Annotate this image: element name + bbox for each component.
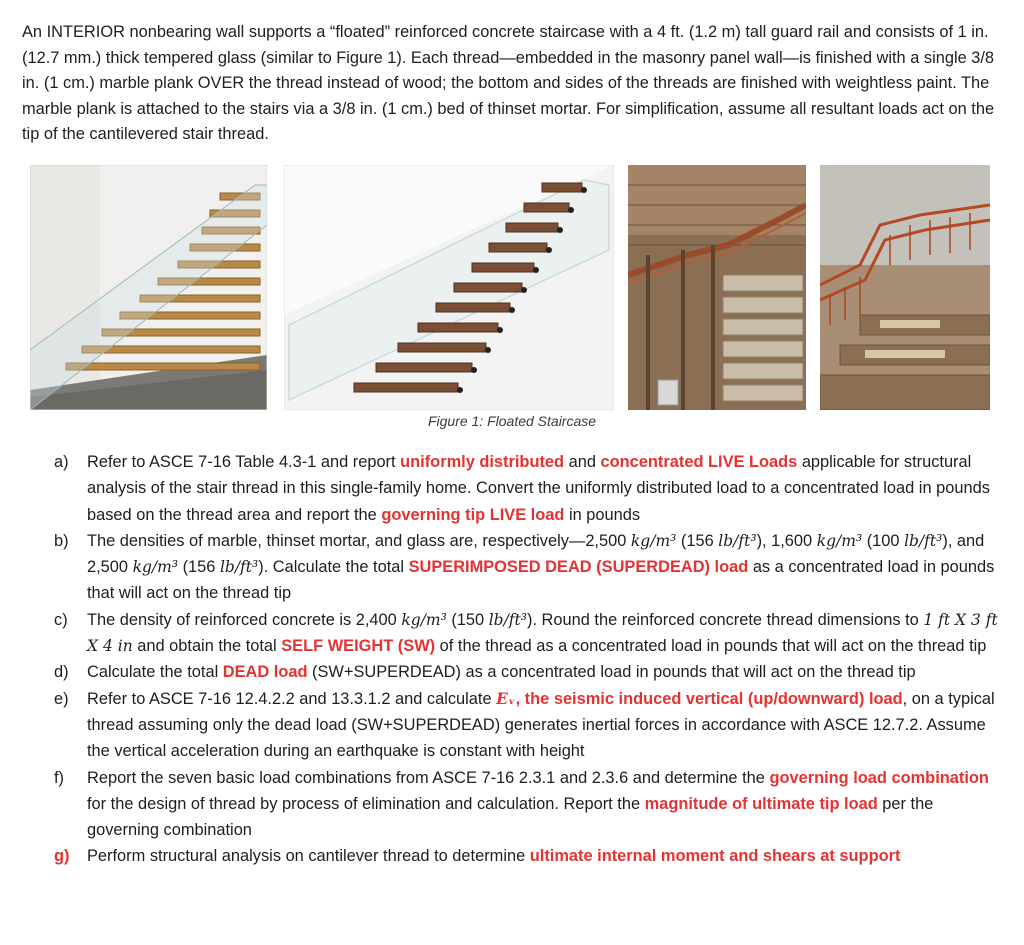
math-expression: kg/m³ — [401, 610, 447, 629]
intro-paragraph: An INTERIOR nonbearing wall supports a “floated” reinforced concrete staircase with a 4 ft. (1.2 m) tall guard rail and consists of 1 in. (12.7 mm.) thick tempered glass (similar to Figure 1). Each thread—embedded in the masonry panel wall—is finished with a single 3/8 in. (1 cm.) marble plank OVER the thread instead of wood; the bottom and sides of the threads are finished with weightless paint. The marble plank is attached to the stairs via a 3/8 in. (1 cm.) bed of thinset mortar. For simplification, assume all resultant loads act on the tip of the cantilevered stair thread. — [22, 23, 995, 144]
figure-caption: Figure 1: Floated Staircase — [427, 413, 597, 429]
question-list — [54, 449, 1004, 870]
question-item — [54, 843, 1004, 869]
question-letter: a) — [54, 453, 69, 471]
math-expression: kg/m³ — [132, 558, 179, 577]
math-expression: 1 ft X 3 ft X 4 in — [87, 610, 998, 656]
question-text: applicable for structural analysis of the stair thread in this single-family home. Convert the uniformly distributed load to a concentrated load in pounds based on the thread area and report the — [87, 453, 990, 524]
photo-floating-dark-stairs — [284, 165, 614, 410]
math-expression: lb/ft³ — [904, 531, 943, 550]
question-letter: g) — [54, 847, 70, 866]
highlighted-term: SUPERIMPOSED DEAD (SUPERDEAD) load — [408, 558, 749, 577]
question-text: Refer to ASCE 7-16 12.4.2.2 and 13.3.1.2 and calculate — [87, 689, 497, 708]
question-text: (156 — [178, 558, 220, 577]
math-expression: kg/m³ — [630, 531, 677, 550]
question-text: per the governing combination — [87, 794, 934, 840]
highlighted-term: governing load combination — [769, 768, 989, 787]
question-text: Calculate the total — [87, 663, 223, 682]
question-item — [54, 659, 1004, 685]
question-item — [54, 449, 1004, 528]
highlighted-term: SELF WEIGHT (SW) — [281, 637, 436, 656]
question-text: ), 1,600 — [756, 531, 817, 550]
question-text: The density of reinforced concrete is 2,400 — [87, 610, 402, 629]
question-text: for the design of thread by process of elimination and calculation. Report the — [87, 794, 645, 813]
question-text: ). Round the reinforced concrete thread dimensions to — [526, 610, 924, 629]
question-letter: c) — [54, 610, 68, 629]
question-text: Refer to ASCE 7-16 Table 4.3-1 and report — [87, 453, 401, 471]
highlighted-term: uniformly distributed — [400, 453, 565, 471]
question-item — [54, 607, 1004, 660]
highlighted-term: Eᵥ — [496, 688, 516, 708]
question-letter: d) — [54, 663, 69, 682]
question-letter: b) — [54, 531, 69, 550]
photo-floating-wood-stairs — [30, 165, 267, 410]
question-text: as a concentrated load in pounds that will act on the thread tip — [87, 558, 995, 603]
question-text: ), and 2,500 — [87, 531, 985, 577]
photo-stair-formwork — [628, 165, 806, 410]
question-item — [54, 528, 1004, 607]
highlighted-term: , the seismic induced vertical (up/downward) load — [515, 689, 903, 708]
math-expression: kg/m³ — [816, 531, 863, 550]
math-expression: lb/ft³ — [219, 558, 259, 577]
question-text: and — [564, 453, 601, 471]
highlighted-term: ultimate internal moment and shears at support — [529, 847, 901, 866]
highlighted-term: governing tip LIVE load — [381, 505, 565, 524]
question-item — [54, 686, 1004, 765]
highlighted-term: magnitude of ultimate tip load — [644, 794, 878, 813]
photo-rebar-cage — [820, 165, 990, 410]
question-text: , on a typical thread assuming only the dead load (SW+SUPERDEAD) generates inertial forces in accordance with ASCE 12.7.2. Assume the vertical acceleration during an earthquake is constant with height — [87, 689, 995, 761]
math-expression: lb/ft³ — [488, 610, 527, 629]
question-letter: e) — [54, 689, 69, 708]
highlighted-term: DEAD load — [222, 663, 308, 682]
question-text: The densities of marble, thinset mortar, and glass are, respectively—2,500 — [87, 531, 631, 550]
question-text: in pounds — [564, 505, 641, 524]
question-text: (150 — [446, 610, 489, 629]
question-text: (100 — [862, 531, 905, 550]
question-text: (156 — [676, 531, 719, 550]
math-expression: lb/ft³ — [718, 531, 757, 550]
question-text: (SW+SUPERDEAD) as a concentrated load in pounds that will act on the thread tip — [307, 663, 916, 682]
question-text: and obtain the total — [132, 637, 282, 656]
question-item — [54, 765, 1004, 844]
question-text: ). Calculate the total — [258, 558, 409, 577]
highlighted-term: concentrated LIVE Loads — [600, 453, 798, 471]
figure-1-photos — [30, 165, 990, 410]
question-letter: f) — [54, 768, 65, 787]
question-text: Report the seven basic load combinations from ASCE 7-16 2.3.1 and 2.3.6 and determine the — [87, 768, 770, 787]
question-text: of the thread as a concentrated load in pounds that will act on the thread tip — [435, 637, 987, 656]
question-text: Perform structural analysis on cantilever thread to determine — [87, 847, 530, 866]
